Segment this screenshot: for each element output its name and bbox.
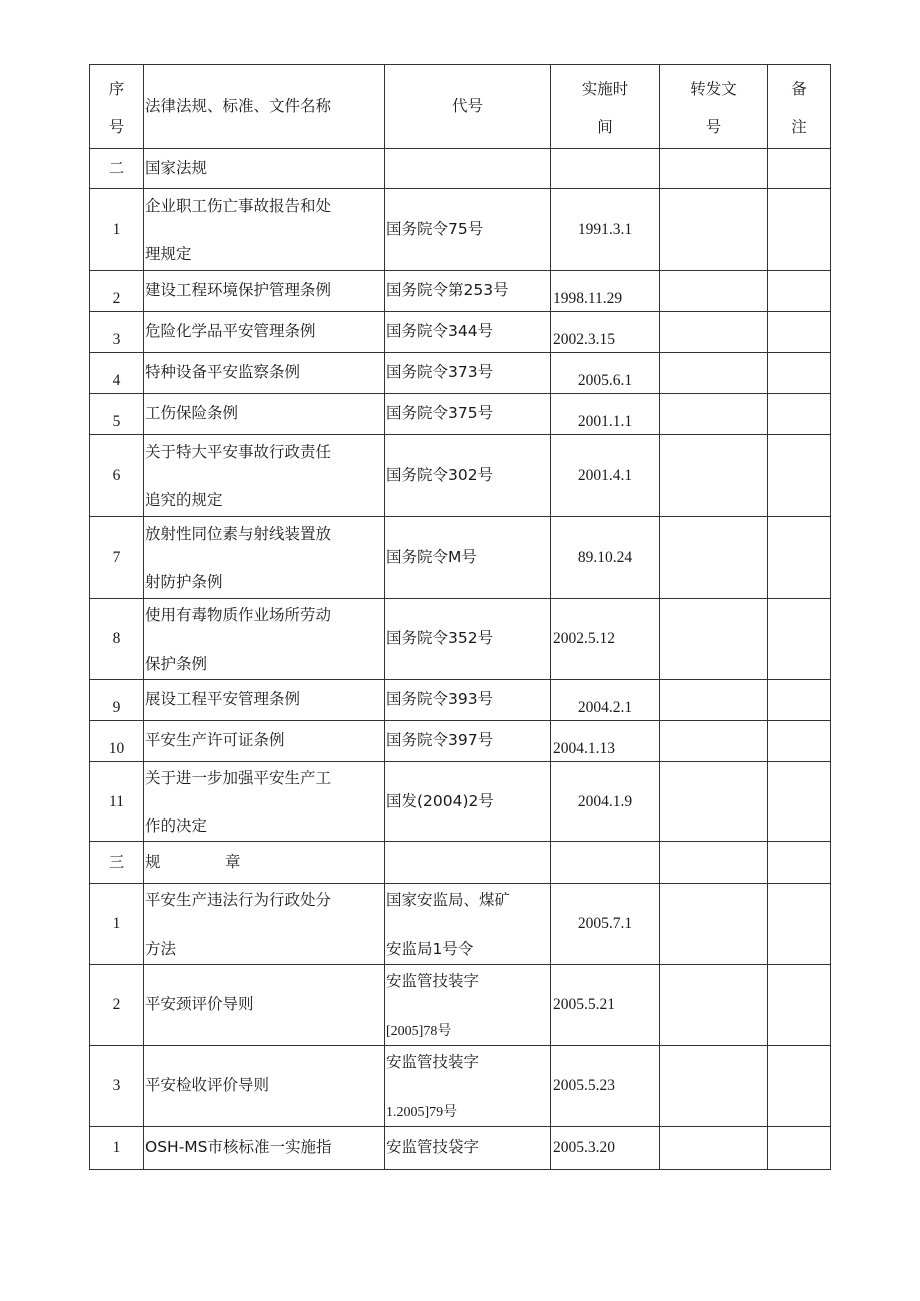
section-title: 国家法规 xyxy=(144,149,385,189)
row-name: 关于特大平安事故行政责任 追究的规定 xyxy=(144,435,385,517)
row-date: 2002.5.12 xyxy=(551,599,660,680)
table-row xyxy=(90,312,831,353)
row-number: 3 xyxy=(90,312,144,353)
row-number: 2 xyxy=(90,271,144,312)
row-date: 2004.1.9 xyxy=(551,762,660,842)
row-name: 展设工程平安管理条例 xyxy=(144,680,385,721)
row-date: 2005.6.1 xyxy=(551,353,660,394)
row-name: 平安生产许可证条例 xyxy=(144,721,385,762)
section-row xyxy=(90,842,831,884)
table-row xyxy=(90,721,831,762)
row-name: OSH-MS市核标准一实施指 xyxy=(144,1127,385,1170)
row-name: 特种设备平安监察条例 xyxy=(144,353,385,394)
row-name: 工伤保险条例 xyxy=(144,394,385,435)
header-row xyxy=(90,65,831,149)
table-row xyxy=(90,965,831,1046)
row-date: 89.10.24 xyxy=(551,517,660,599)
row-code: 国务院令344号 xyxy=(385,312,551,353)
row-code: 国务院令第253号 xyxy=(385,271,551,312)
row-number: 3 xyxy=(90,1046,144,1127)
row-date: 2004.1.13 xyxy=(551,721,660,762)
row-number: 8 xyxy=(90,599,144,680)
header-remark: 备 注 xyxy=(768,65,831,149)
row-name: 平安生产违法行为行政处分 方法 xyxy=(144,884,385,965)
header-name: 法律法规、标准、文件名称 xyxy=(144,65,385,149)
section-title: 规 章 xyxy=(144,842,385,884)
row-code: 国发(2004)2号 xyxy=(385,762,551,842)
table-row xyxy=(90,189,831,271)
row-name: 危险化学品平安管理条例 xyxy=(144,312,385,353)
row-date: 1998.11.29 xyxy=(551,271,660,312)
row-name: 平安颈评价导则 xyxy=(144,965,385,1046)
table-row xyxy=(90,517,831,599)
table-row xyxy=(90,394,831,435)
table-row xyxy=(90,435,831,517)
row-date: 2002.3.15 xyxy=(551,312,660,353)
row-code: 国务院令M号 xyxy=(385,517,551,599)
header-date: 实施时 间 xyxy=(551,65,660,149)
row-date: 2001.1.1 xyxy=(551,394,660,435)
row-number: 10 xyxy=(90,721,144,762)
header-forward: 转发文 号 xyxy=(660,65,768,149)
row-name: 建设工程环境保护管理条例 xyxy=(144,271,385,312)
header-code: 代号 xyxy=(385,65,551,149)
row-number: 6 xyxy=(90,435,144,517)
row-number: 1 xyxy=(90,1127,144,1170)
row-code: 国务院令393号 xyxy=(385,680,551,721)
table-row xyxy=(90,884,831,965)
row-number: 9 xyxy=(90,680,144,721)
row-code: 国务院令302号 xyxy=(385,435,551,517)
row-code: 国务院令373号 xyxy=(385,353,551,394)
row-code: 国务院令75号 xyxy=(385,189,551,271)
table-row xyxy=(90,271,831,312)
table-row xyxy=(90,762,831,842)
row-number: 7 xyxy=(90,517,144,599)
row-date: 2005.5.23 xyxy=(551,1046,660,1127)
table-row xyxy=(90,680,831,721)
row-code: 国家安监局、煤矿 安监局1号令 xyxy=(385,884,551,965)
table-row xyxy=(90,1127,831,1170)
section-number: 二 xyxy=(90,149,144,189)
row-code: 国务院令397号 xyxy=(385,721,551,762)
row-code: 安监管技装字 [2005]78号 xyxy=(385,965,551,1046)
row-name: 平安检收评价导则 xyxy=(144,1046,385,1127)
row-date: 2005.5.21 xyxy=(551,965,660,1046)
row-number: 2 xyxy=(90,965,144,1046)
table-row xyxy=(90,599,831,680)
section-row xyxy=(90,149,831,189)
table-row xyxy=(90,1046,831,1127)
row-date: 2005.3.20 xyxy=(551,1127,660,1170)
row-name: 关于进一步加强平安生产工 作的决定 xyxy=(144,762,385,842)
regulations-table xyxy=(89,64,831,1170)
row-code: 国务院令352号 xyxy=(385,599,551,680)
row-date: 2005.7.1 xyxy=(551,884,660,965)
row-number: 1 xyxy=(90,189,144,271)
row-number: 4 xyxy=(90,353,144,394)
row-name: 放射性同位素与射线装置放 射防护条例 xyxy=(144,517,385,599)
table-row xyxy=(90,353,831,394)
row-date: 1991.3.1 xyxy=(551,189,660,271)
row-code: 安监管技装字 1.2005]79号 xyxy=(385,1046,551,1127)
section-number: 三 xyxy=(90,842,144,884)
row-code: 安监管技袋字 xyxy=(385,1127,551,1170)
row-code: 国务院令375号 xyxy=(385,394,551,435)
row-name: 使用有毒物质作业场所劳动 保护条例 xyxy=(144,599,385,680)
row-date: 2004.2.1 xyxy=(551,680,660,721)
row-date: 2001.4.1 xyxy=(551,435,660,517)
row-number: 11 xyxy=(90,762,144,842)
header-seq: 序 号 xyxy=(90,65,144,149)
row-number: 5 xyxy=(90,394,144,435)
row-name: 企业职工伤亡事故报告和处 理规定 xyxy=(144,189,385,271)
row-number: 1 xyxy=(90,884,144,965)
